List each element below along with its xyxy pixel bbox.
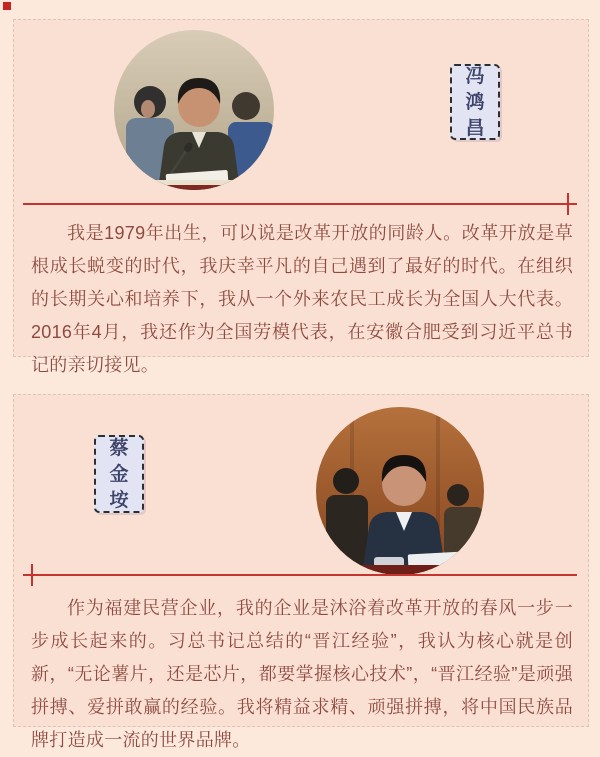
- profile-card-feng: [13, 19, 589, 375]
- corner-decoration: [3, 2, 11, 10]
- name-tag-cai: [94, 435, 144, 513]
- profile-photo-feng: [114, 30, 274, 190]
- name-char: 昌: [465, 117, 485, 139]
- profile-photo-cai: [316, 407, 484, 575]
- quote-text-cai: 作为福建民营企业，我的企业是沐浴着改革开放的春风一步一步成长起来的。习总书记总结的“晋江经验”，我认为核心就是创新，“无论薯片，还是芯片，都要掌握核心技术”，“晋江经验”是顽强拼搏、爱拼敢赢的经验。我将精益求精、顽强拼搏，将中国民族品牌打造成一流的世界品牌。: [31, 598, 573, 750]
- name-char: 垵: [109, 489, 129, 511]
- name-char: 鸿: [465, 91, 485, 113]
- conference-speaker-photo-icon: [114, 30, 274, 190]
- name-char: 蔡: [109, 437, 129, 459]
- meeting-speaker-photo-icon: [316, 407, 484, 575]
- section-divider: [23, 203, 577, 205]
- name-char: 金: [109, 463, 129, 485]
- profile-card-cai: [13, 394, 589, 750]
- quote-text-feng: 我是1979年出生，可以说是改革开放的同龄人。改革开放是草根成长蜕变的时代，我庆幸平凡的自己遇到了最好的时代。在组织的长期关心和培养下，我从一个外来农民工成长为全国人大代表。2016年4月，我还作为全国劳模代表，在安徽合肥受到习近平总书记的亲切接见。: [31, 223, 573, 375]
- name-char: 冯: [465, 65, 485, 87]
- divider-tick: [567, 193, 569, 215]
- divider-tick: [31, 564, 33, 586]
- section-divider: [23, 574, 577, 576]
- name-tag-feng: [450, 64, 500, 140]
